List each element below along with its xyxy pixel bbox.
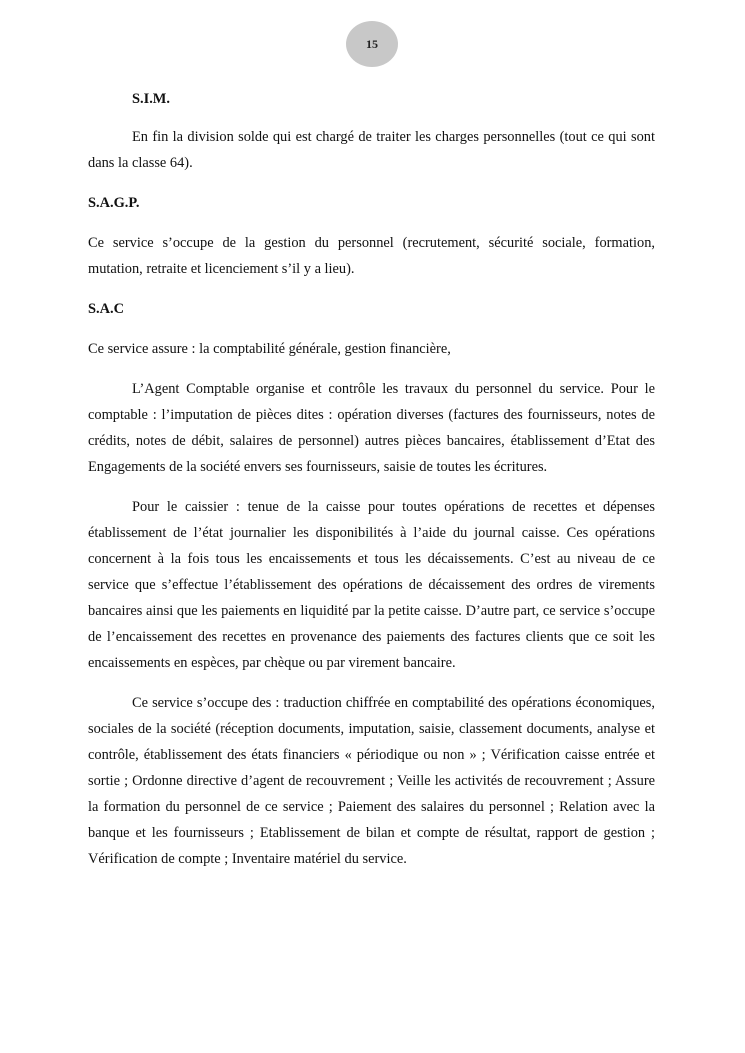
section-title-sac: S.A.C <box>88 301 124 317</box>
document-body <box>88 86 655 872</box>
sim-paragraph: En fin la division solde qui est chargé de traiter les charges personnelles (tout ce qui sont dans la classe 64). <box>88 129 655 171</box>
sac-intro-paragraph: Ce service assure : la comptabilité générale, gestion financière, <box>88 341 451 357</box>
section-title-sim: S.I.M. <box>132 91 170 107</box>
sac-agent-paragraph: L’Agent Comptable organise et contrôle les travaux du personnel du service. Pour le comptable : l’imputation de pièces dites : opération diverses (factures des fournisseurs, notes de crédits, notes de débit, salaires de personnel) autres pièces bancaires, établissement d’Etat des Engagements de la société envers ses fournisseurs, saisie de toutes les écritures. <box>88 381 655 475</box>
page-number: 15 <box>366 36 378 51</box>
sac-caissier-paragraph: Pour le caissier : tenue de la caisse pour toutes opérations de recettes et dépenses établissement de l’état journalier les disponibilités à l’aide du journal caisse. Ces opérations concernent à la fois tous les encaissements et tous les décaissements. C’est au niveau de ce service que s’effectue l’établissement des opérations de décaissement des ordres de virements bancaires ainsi que les paiements en liquidité par la petite caisse. D’autre part, ce service s’occupe de l’encaissement des recettes en provenance des paiements des factures clients que ce soit les encaissements en espèces, par chèque ou par virement bancaire. <box>88 499 655 671</box>
sac-service-paragraph: Ce service s’occupe des : traduction chiffrée en comptabilité des opérations économiques, sociales de la société (réception documents, imputation, saisie, classement documents, analyse et contrôle, établissement des états financiers « périodique ou non » ; Vérification caisse entrée et sortie ; Ordonne directive d’agent de recouvrement ; Veille les activités de recouvrement ; Assure la formation du personnel de ce service ; Paiement des salaires du personnel ; Relation avec la banque et les fournisseurs ; Etablissement de bilan et compte de résultat, rapport de gestion ; Vérification de compte ; Inventaire matériel du service. <box>88 695 655 867</box>
sagp-paragraph: Ce service s’occupe de la gestion du personnel (recrutement, sécurité sociale, formation, mutation, retraite et licenciement s’il y a lieu). <box>88 235 655 277</box>
page-number-badge <box>346 21 398 67</box>
section-title-sagp: S.A.G.P. <box>88 195 140 211</box>
